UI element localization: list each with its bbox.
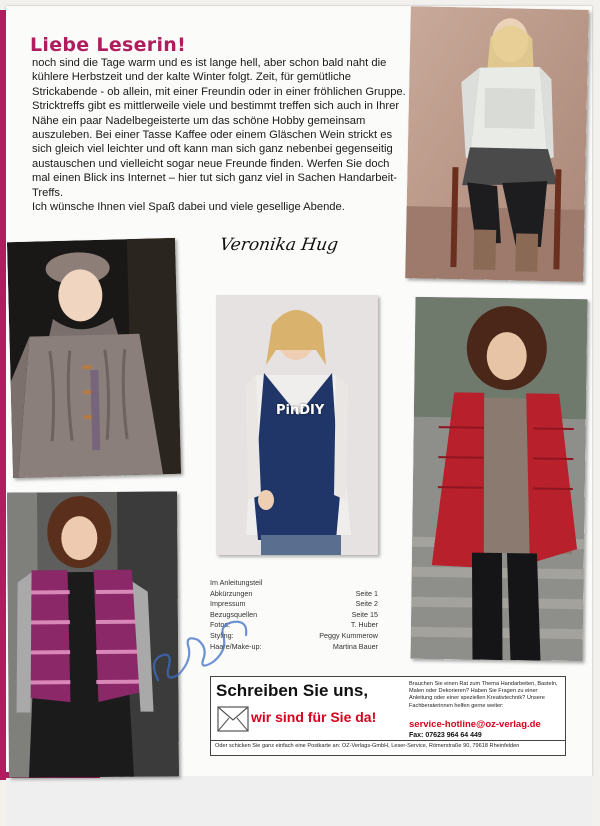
contact-description: Brauchen Sie einen Rat zum Thema Handarbeiten, Basteln, Malen oder Dekorieren? Haben Sie Fragen zu einer Anleitung oder einer speziellen Kreativtechnik? Unsere Fachberaterinnen helfen gerne weiter:: [409, 681, 558, 709]
credits-label: Haare/Make-up:: [210, 641, 262, 651]
page-bottom-margin: [6, 776, 592, 826]
credits-label: Abkürzungen: [210, 588, 253, 598]
credits-value: Martina Bauer: [332, 641, 378, 651]
pindiy-watermark: PinDIY: [276, 403, 325, 418]
photo-woman-sitting-tunic: [405, 6, 589, 282]
envelope-icon: [217, 705, 249, 733]
credits-value: Peggy Kummerow: [319, 630, 378, 640]
editorial-letter: [32, 56, 407, 214]
fax-number: Fax: 07623 964 64 449: [409, 732, 482, 739]
credits-label: Impressum: [210, 599, 246, 609]
credits-value: T. Huber: [350, 620, 378, 630]
credits-value: Seite 1: [355, 588, 378, 598]
contact-subtitle: wir sind für Sie da!: [251, 709, 377, 725]
letter-paragraph: noch sind die Tage warm und es ist lange hell, aber schon bald naht die kühlere Herbstzeit und der kalte Winter folgt. Zeit, für gemütliche Strickabende - ob allein, mit einer Freundin oder in einer fröhlichen Gruppe. Stricktreffs gibt es mittlerweile viele und bestimmt treffen sich auch in Ihrer Nähe ein paar Nadelbegeisterte um das schöne Hobby gemeinsam auszuleben. Bei einer Tasse Kaffee oder einem Gläschen Wein strickt es sich gleich viel leichter und oft kann man sich ganz nebenbei gegenseitig austauschen und vielleicht sogar neue Freunde finden. Werfen Sie doch mal einen Blick ins Internet – hier tut sich ganz viel in Sachen Handarbeit-Treffs.: [32, 57, 406, 199]
credits-label: Fotos:: [210, 620, 230, 630]
editor-signature: Veronika Hug: [218, 235, 340, 255]
contact-divider: [211, 740, 565, 741]
left-accent-bar: [0, 10, 6, 780]
letter-closing: Ich wünsche Ihnen viel Spaß dabei und viele gesellige Abende.: [32, 201, 345, 214]
photo-woman-cable-jacket: [7, 238, 181, 478]
contact-box: [210, 676, 566, 756]
page-heading: Liebe Leserin!: [30, 34, 187, 56]
photo-woman-navy-vest: [216, 295, 378, 555]
service-hotline-email[interactable]: service-hotline@oz-verlag.de: [409, 719, 541, 730]
credits-value: Seite 15: [351, 609, 378, 619]
credits-label: Bezugsquellen: [210, 609, 258, 619]
contact-postal-address: Oder schicken Sie ganz einfach eine Postkarte an: OZ-Verlags-GmbH, Leser-Service, Römerstraße 90, 79618 Rheinfelden: [215, 743, 520, 749]
credits-label: Styling:: [210, 630, 234, 640]
contact-title: Schreiben Sie uns,: [216, 681, 369, 700]
photo-woman-red-vest: [410, 297, 587, 661]
credits-row: [210, 589, 378, 600]
credits-value: Seite 2: [355, 599, 378, 609]
credits-heading: Im Anleitungsteil: [210, 578, 263, 587]
